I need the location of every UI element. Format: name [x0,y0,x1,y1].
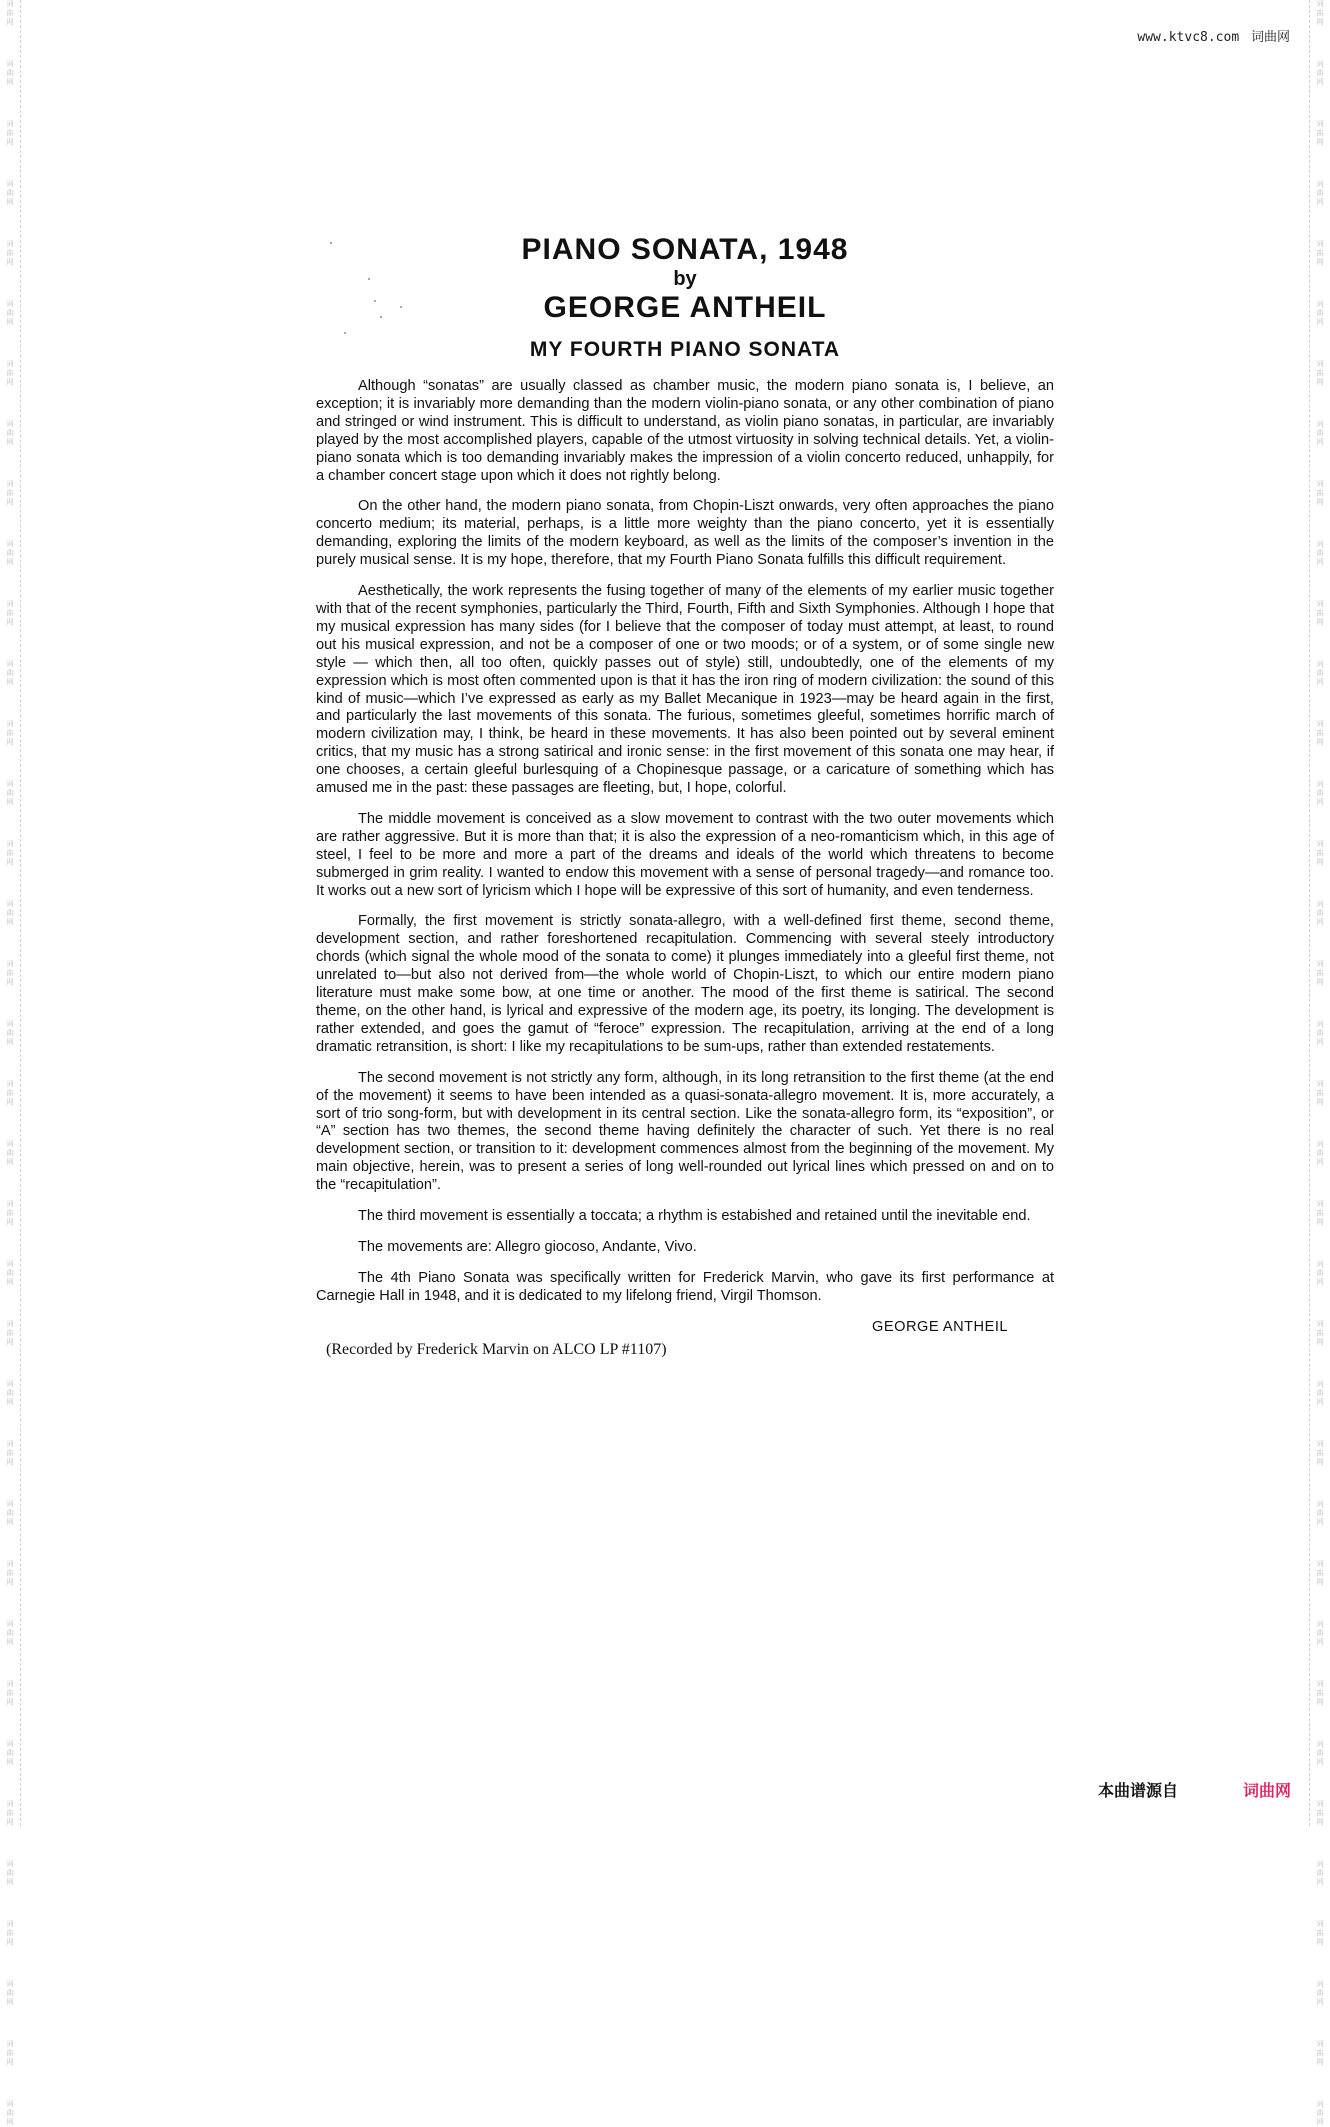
watermark-glyph: 词 曲 网 [6,1920,14,1946]
watermark-glyph: 词 曲 网 [6,780,14,806]
watermark-glyph: 词 曲 网 [1316,0,1324,26]
watermark-glyph: 词 曲 网 [6,1080,14,1106]
left-margin-watermark [0,0,21,2126]
watermark-glyph: 词 曲 网 [6,1380,14,1406]
paragraph: On the other hand, the modern piano sonata, from Chopin-Liszt onwards, very often approaches the piano concerto medium; its material, perhaps, is a little more weighty than the piano concerto, yet it is essentially demanding, exploring the limits of the modern keyboard, as well as the limits of the composer’s invention in the purely musical sense. It is my hope, therefore, that my Fourth Piano Sonata fulfills this difficult requirement. [316,498,1054,569]
watermark-glyph: 词 曲 网 [6,1260,14,1286]
watermark-glyph: 词 曲 网 [6,1200,14,1226]
watermark-glyph: 词 曲 网 [6,660,14,686]
watermark-glyph: 词 曲 网 [6,1440,14,1466]
watermark-glyph: 词 曲 网 [1316,720,1324,746]
watermark-glyph: 词 曲 网 [1316,1860,1324,1886]
watermark-glyph: 词 曲 网 [6,1800,14,1826]
watermark-glyph: 词 曲 网 [1316,540,1324,566]
watermark-glyph: 词 曲 网 [6,2100,14,2126]
watermark-glyph: 词 曲 网 [1316,1440,1324,1466]
watermark-glyph: 词 曲 网 [6,600,14,626]
signature: GEORGE ANTHEIL [872,1318,1008,1335]
watermark-glyph: 词 曲 网 [1316,780,1324,806]
watermark-glyph: 词 曲 网 [1316,240,1324,266]
composer-name: GEORGE ANTHEIL [543,291,827,324]
page-title: PIANO SONATA, 1948 [521,233,849,266]
recording-note: (Recorded by Frederick Marvin on ALCO LP #1107) [326,1340,667,1358]
watermark-glyph: 词 曲 网 [6,180,14,206]
right-margin-watermark [1309,0,1330,2126]
watermark-glyph: 词 曲 网 [1316,600,1324,626]
watermark-glyph: 词 曲 网 [1316,1920,1324,1946]
watermark-glyph: 词 曲 网 [6,420,14,446]
watermark-glyph: 词 曲 网 [1316,1380,1324,1406]
watermark-glyph: 词 曲 网 [6,480,14,506]
watermark-glyph: 词 曲 网 [1316,60,1324,86]
watermark-glyph: 词 曲 网 [6,240,14,266]
watermark-glyph: 词 曲 网 [1316,1260,1324,1286]
watermark-glyph: 词 曲 网 [6,540,14,566]
by-line: by [673,268,697,290]
document-body [316,232,1054,1359]
watermark-glyph: 词 曲 网 [6,360,14,386]
watermark-glyph: 词 曲 网 [6,960,14,986]
watermark-glyph: 词 曲 网 [1316,1740,1324,1766]
paragraph: The second movement is not strictly any form, although, in its long retransition to the first theme (at the end of the movement) it seems to have been intended as a quasi-sonata-allegro movement. It is, more accurately, a sort of trio song-form, but with development in its central section. Like the sonata-allegro form, its “exposition”, or “A” section has two themes, the second theme having definitely the character of such. Yet there is no real development section, or transition to it: development commences almost from the beginning of the movement. My main objective, herein, was to present a series of long well-rounded out lyrical lines which pressed on and on to the “recapitulation”. [316,1069,1054,1194]
watermark-glyph: 词 曲 网 [1316,1080,1324,1106]
watermark-glyph: 词 曲 网 [6,1980,14,2006]
watermark-glyph: 词 曲 网 [6,720,14,746]
site-name[interactable]: 词曲网 [1250,30,1290,45]
watermark-glyph: 词 曲 网 [1316,180,1324,206]
watermark-glyph: 词 曲 网 [1316,1980,1324,2006]
watermark-glyph: 词 曲 网 [1316,1680,1324,1706]
paragraph: Aesthetically, the work represents the fusing together of many of the elements of my earlier music together with that of the recent symphonies, particularly the Third, Fourth, Fifth and Sixth Symphonies. Although I hope that my musical expression has many sides (for I believe that the composer of today must attempt, at least, to round out his musical expression, and not be a composer of one or two moods; or of a system, or of some single new style — which then, all too often, quickly passes out of style) still, undoubtedly, one of the elements of my expression which is most often commented upon is that it has the iron ring of modern civilization: the sound of this kind of music—which I’ve expressed as early as my Ballet Mecanique in 1923—may be heard again in the first, and particularly the last movements of this sonata. The furious, sometimes gleeful, sometimes horrific march of modern civilization may, I think, be heard in these movements. It has also been pointed out by several eminent critics, that my music has a strong satirical and ironic sense: in the first movement of this sonata one may hear, if one chooses, a certain gleeful burlesquing of a Chopinesque passage, or a caricature of something which has amused me in the past: these passages are fleeting, but, I hope, colorful. [316,583,1054,797]
watermark-glyph: 词 曲 网 [6,1740,14,1766]
watermark-glyph: 词 曲 网 [6,1620,14,1646]
paragraph: The third movement is essentially a toccata; a rhythm is estabished and retained until the inevitable end. [358,1208,1031,1225]
watermark-glyph: 词 曲 网 [1316,1500,1324,1526]
watermark-glyph: 词 曲 网 [6,60,14,86]
watermark-glyph: 词 曲 网 [1316,900,1324,926]
watermark-glyph: 词 曲 网 [6,900,14,926]
watermark-glyph: 词 曲 网 [1316,1800,1324,1826]
site-url[interactable]: www.ktvc8.com [1137,30,1240,45]
watermark-glyph: 词 曲 网 [1316,2040,1324,2066]
watermark-glyph: 词 曲 网 [1316,480,1324,506]
watermark-glyph: 词 曲 网 [6,2040,14,2066]
paragraph: The 4th Piano Sonata was specifically written for Frederick Marvin, who gave its first performance at Carnegie Hall in 1948, and it is dedicated to my lifelong friend, Virgil Thomson. [316,1269,1054,1304]
watermark-glyph: 词 曲 网 [1316,1140,1324,1166]
watermark-glyph: 词 曲 网 [1316,1020,1324,1046]
footer-source-label: 本曲谱源自 [1098,1781,1179,1800]
watermark-glyph: 词 曲 网 [1316,2100,1324,2126]
watermark-glyph: 词 曲 网 [6,1020,14,1046]
watermark-glyph: 词 曲 网 [1316,1620,1324,1646]
watermark-glyph: 词 曲 网 [1316,1320,1324,1346]
watermark-glyph: 词 曲 网 [1316,960,1324,986]
paragraph: Although “sonatas” are usually classed as chamber music, the modern piano sonata is, I believe, an exception; it is invariably more demanding than the modern violin-piano sonata, or any other combination of piano and stringed or wind instrument. This is difficult to understand, as violin piano sonatas, in particular, are invariably played by the most accomplished players, capable of the utmost virtuosity in solving technical details. Yet, a violin-piano sonata which is too demanding invariably makes the impression of a violin concerto reduced, unhappily, for a chamber concert stage upon which it does not rightly belong. [316,378,1054,484]
paragraph: The middle movement is conceived as a slow movement to contrast with the two outer movements which are rather aggressive. But it is more than that; it is also the expression of a neo-romanticism which, in this age of steel, I feel to be more and more a part of the dreams and ideals of the world which threatens to become submerged in grim reality. I wanted to endow this movement with a sense of personal tragedy—and romance too. It works out a new sort of lyricism which I hope will be expressive of this sort of humanity, and even tenderness. [316,810,1054,899]
watermark-glyph: 词 曲 网 [6,0,14,26]
footer-brand-link[interactable]: 词曲网 [1243,1781,1292,1800]
watermark-glyph: 词 曲 网 [1316,420,1324,446]
watermark-glyph: 词 曲 网 [6,1680,14,1706]
watermark-glyph: 词 曲 网 [1316,360,1324,386]
watermark-glyph: 词 曲 网 [6,300,14,326]
watermark-glyph: 词 曲 网 [6,1500,14,1526]
watermark-glyph: 词 曲 网 [6,1560,14,1586]
watermark-glyph: 词 曲 网 [6,840,14,866]
paragraph: Formally, the first movement is strictly sonata-allegro, with a well-defined first theme, second theme, development section, and rather foreshortened recapitulation. Commencing with several steely introductory chords (which signal the whole mood of the sonata to come) it plunges immediately into a gleeful first theme, not unrelated to—but also not derived from—the whole world of Chopin-Liszt, to which our entire modern piano literature must make some bow, at one time or another. The mood of the first theme is satirical. The second theme, on the other hand, is lyrical and expressive of the modern age, its poetry, its longing. The development is rather extended, and goes the gamut of “feroce” expression. The recapitulation, arriving at the end of a long dramatic retransition, is short: I like my recapitulations to be sum-ups, rather than extended restatements. [316,913,1054,1055]
watermark-glyph: 词 曲 网 [6,120,14,146]
watermark-glyph: 词 曲 网 [6,1140,14,1166]
paragraph: The movements are: Allegro giocoso, Andante, Vivo. [358,1238,697,1255]
watermark-glyph: 词 曲 网 [1316,1560,1324,1586]
watermark-glyph: 词 曲 网 [6,1320,14,1346]
watermark-glyph: 词 曲 网 [1316,840,1324,866]
watermark-glyph: 词 曲 网 [1316,120,1324,146]
watermark-glyph: 词 曲 网 [6,1860,14,1886]
subtitle: MY FOURTH PIANO SONATA [529,338,841,361]
watermark-glyph: 词 曲 网 [1316,1200,1324,1226]
watermark-glyph: 词 曲 网 [1316,660,1324,686]
watermark-glyph: 词 曲 网 [1316,300,1324,326]
site-header [1137,26,1290,45]
